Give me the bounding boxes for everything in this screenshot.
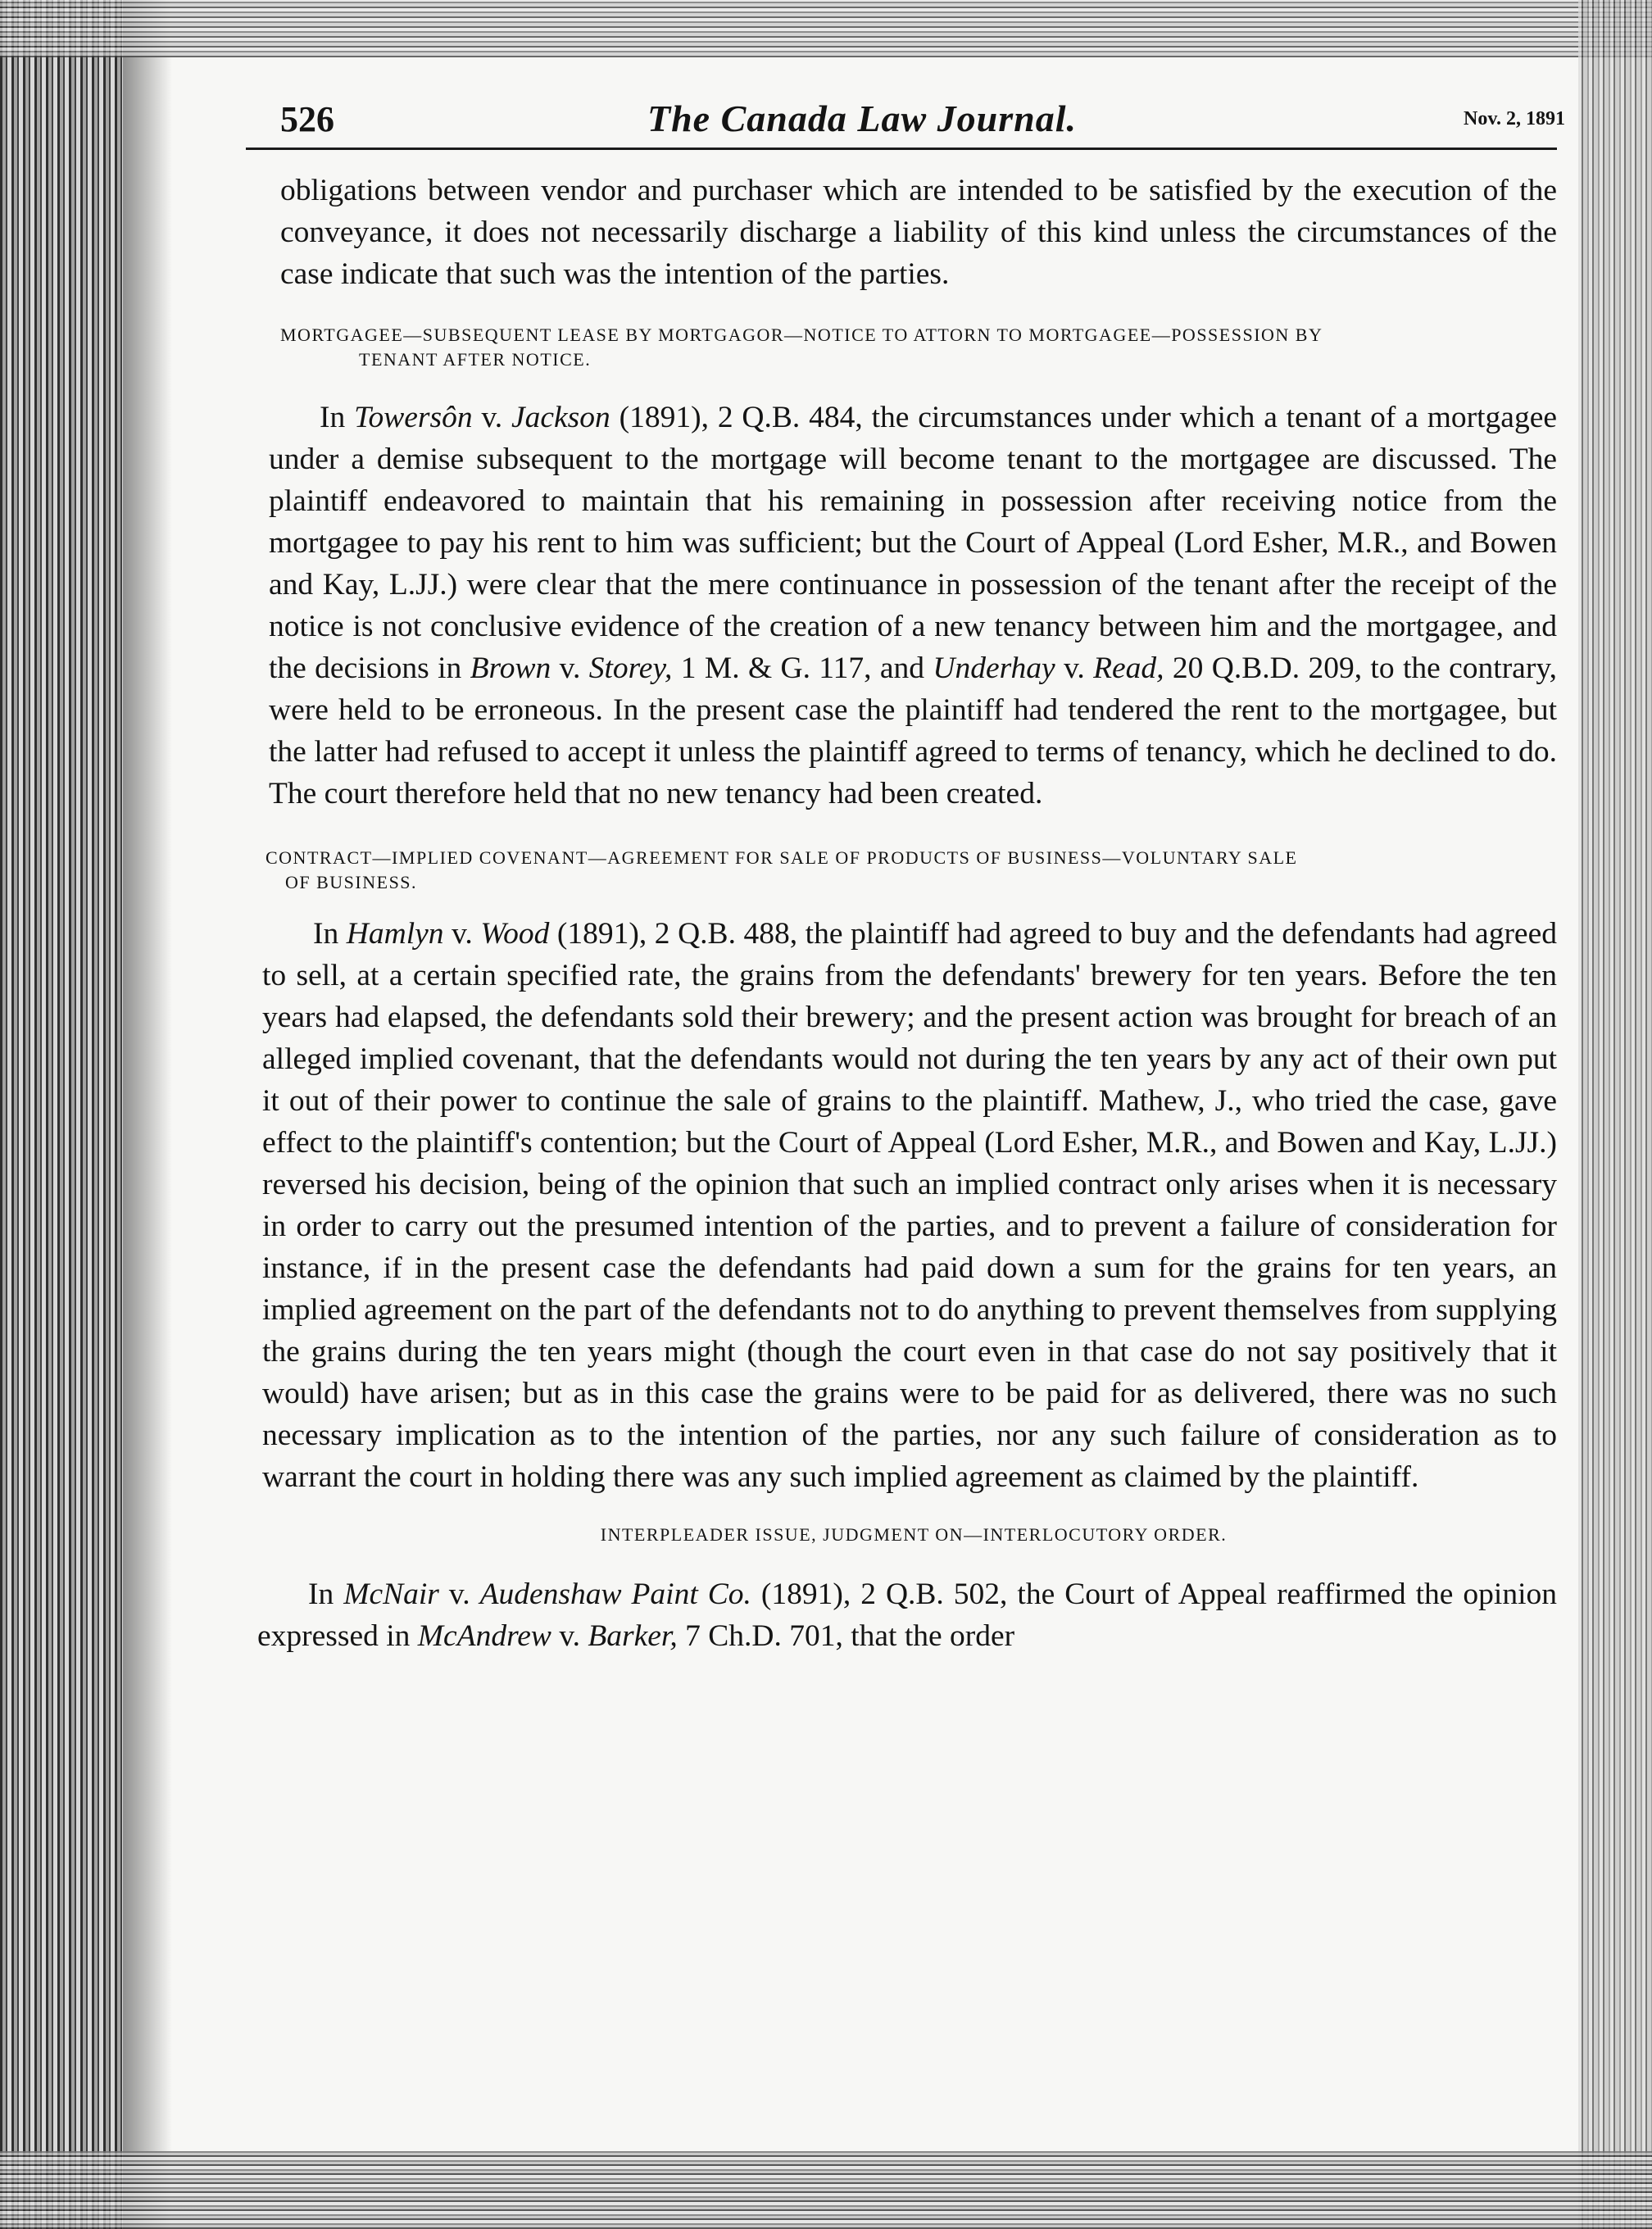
heading-line: CONTRACT—IMPLIED COVENANT—AGREEMENT FOR SALE OF PRODUCTS OF BUSINESS—VOLUNTARY SALE bbox=[266, 847, 1298, 868]
paragraph-lead: In bbox=[320, 401, 355, 434]
heading-line-continued: TENANT AFTER NOTICE. bbox=[359, 349, 592, 370]
heading-line: MORTGAGEE—SUBSEQUENT LEASE BY MORTGAGOR—NOTICE TO ATTORN TO MORTGAGEE—POSSESSION BY bbox=[280, 325, 1323, 345]
versus: v. bbox=[443, 917, 481, 951]
paragraph-continued: obligations between vendor and purchaser which are intended to be satisfied by the execution of the conveyance, it does not necessarily discharge a liability of this kind unless the circumstances of the case indicate that such was the intention of the parties. bbox=[280, 174, 1557, 291]
case-name: McAndrew bbox=[417, 1619, 551, 1653]
paragraph-hamlyn bbox=[246, 913, 1557, 1498]
versus: v. bbox=[551, 1619, 588, 1653]
paragraph-text: (1891), 2 Q.B. 484, the circumstances under which a tenant of a mortgagee under a demise subsequent to the mortgage will become tenant to the mortgagee are discussed. The plaintiff endeavored to maintain that his remaining in possession after receiving notice from the mortgagee to pay his rent to him was sufficient; but the Court of Appeal (Lord Esher, M.R., and Bowen and Kay, L.JJ.) were clear that the mere continuance in possession of the tenant after the receipt of the notice is not conclusive evidence of the creation of a new tenancy between him and the mortgagee, and the decisions in bbox=[269, 401, 1557, 685]
case-name: Barker, bbox=[588, 1619, 678, 1653]
versus: v. bbox=[1055, 651, 1094, 685]
paragraph-towerson bbox=[246, 397, 1557, 815]
journal-title: The Canada Law Journal. bbox=[647, 98, 1077, 139]
case-name: Brown bbox=[470, 651, 551, 685]
section-heading-contract bbox=[246, 846, 1557, 895]
section-heading-interpleader: INTERPLEADER ISSUE, JUDGMENT ON—INTERLOCUTORY ORDER. bbox=[600, 1524, 1228, 1545]
paragraph-text: 7 Ch.D. 701, that the order bbox=[677, 1619, 1015, 1653]
case-name: Wood bbox=[480, 917, 550, 951]
paragraph-text: 20 Q.B.D. 209, to the contrary, were held to be erroneous. In the present case the plaintiff had tendered the rent to the mortgagee, but the latter had refused to accept it unless the plaintiff agreed to terms of tenancy, which he declined to do. The court therefore held that no new tenancy had been created. bbox=[269, 651, 1558, 810]
section-heading-mortgagee bbox=[246, 323, 1557, 372]
scan-border-right bbox=[1578, 0, 1652, 2229]
scan-border-left bbox=[0, 0, 123, 2229]
scan-border-top bbox=[0, 0, 1652, 57]
heading-line-continued: OF BUSINESS. bbox=[285, 872, 418, 892]
paragraph-mcnair bbox=[246, 1573, 1557, 1657]
case-name: Jackson bbox=[511, 401, 610, 434]
case-name: Read, bbox=[1093, 651, 1164, 685]
issue-date: Nov. 2, 1891 bbox=[1463, 108, 1565, 129]
case-name: Underhay bbox=[933, 651, 1055, 685]
running-head bbox=[246, 90, 1565, 150]
scan-shadow-left bbox=[123, 0, 172, 2229]
page-number: 526 bbox=[280, 99, 334, 139]
paragraph-text: 1 M. & G. 117, and bbox=[672, 651, 933, 685]
case-name: Storey, bbox=[588, 651, 673, 685]
paragraph-text: (1891), 2 Q.B. 502, the Court of Appeal reaffirmed the opinion expressed in bbox=[257, 1578, 1557, 1653]
case-name: Hamlyn bbox=[346, 917, 444, 951]
versus: v. bbox=[472, 401, 511, 434]
paragraph-lead: In bbox=[313, 917, 347, 951]
case-name: Audenshaw Paint Co. bbox=[479, 1578, 751, 1611]
versus: v. bbox=[438, 1578, 480, 1611]
case-name: Towersôn bbox=[354, 401, 473, 434]
paragraph-text: (1891), 2 Q.B. 488, the plaintiff had agreed to buy and the defendants had agreed to sell, at a certain specified rate, the grains from the defendants' brewery for ten years. Before the ten years had elapsed, the defendants sold their brewery; and the present action was brought for breach of an alleged implied covenant, that the defendants would not during the ten years by any act of their own put it out of their power to continue the sale of grains to the plaintiff. Mathew, J., who tried the case, gave effect to the plaintiff's contention; but the Court of Appeal (Lord Esher, M.R., and Bowen and Kay, L.JJ.) reversed his decision, being of the opinion that such an implied contract only arises when it is necessary in order to carry out the presumed intention of the parties, and to prevent a failure of consideration for instance, if in the present case the defendants had paid down a sum for the grains for ten years, an implied agreement on the part of the defendants not to do anything to prevent themselves from supplying the grains during the ten years might (though the court even in that case do not say positively that it would) have arisen; but as in this case the grains were to be paid for as delivered, there was no such necessary implication as to the intention of the parties, nor any such failure of consideration as to warrant the court in holding there was any such implied agreement as claimed by the plaintiff. bbox=[262, 917, 1557, 1494]
case-name: McNair bbox=[343, 1578, 439, 1611]
journal-page bbox=[246, 90, 1565, 1657]
versus: v. bbox=[551, 651, 589, 685]
paragraph-lead: In bbox=[308, 1578, 344, 1611]
scan-border-bottom bbox=[0, 2151, 1652, 2229]
